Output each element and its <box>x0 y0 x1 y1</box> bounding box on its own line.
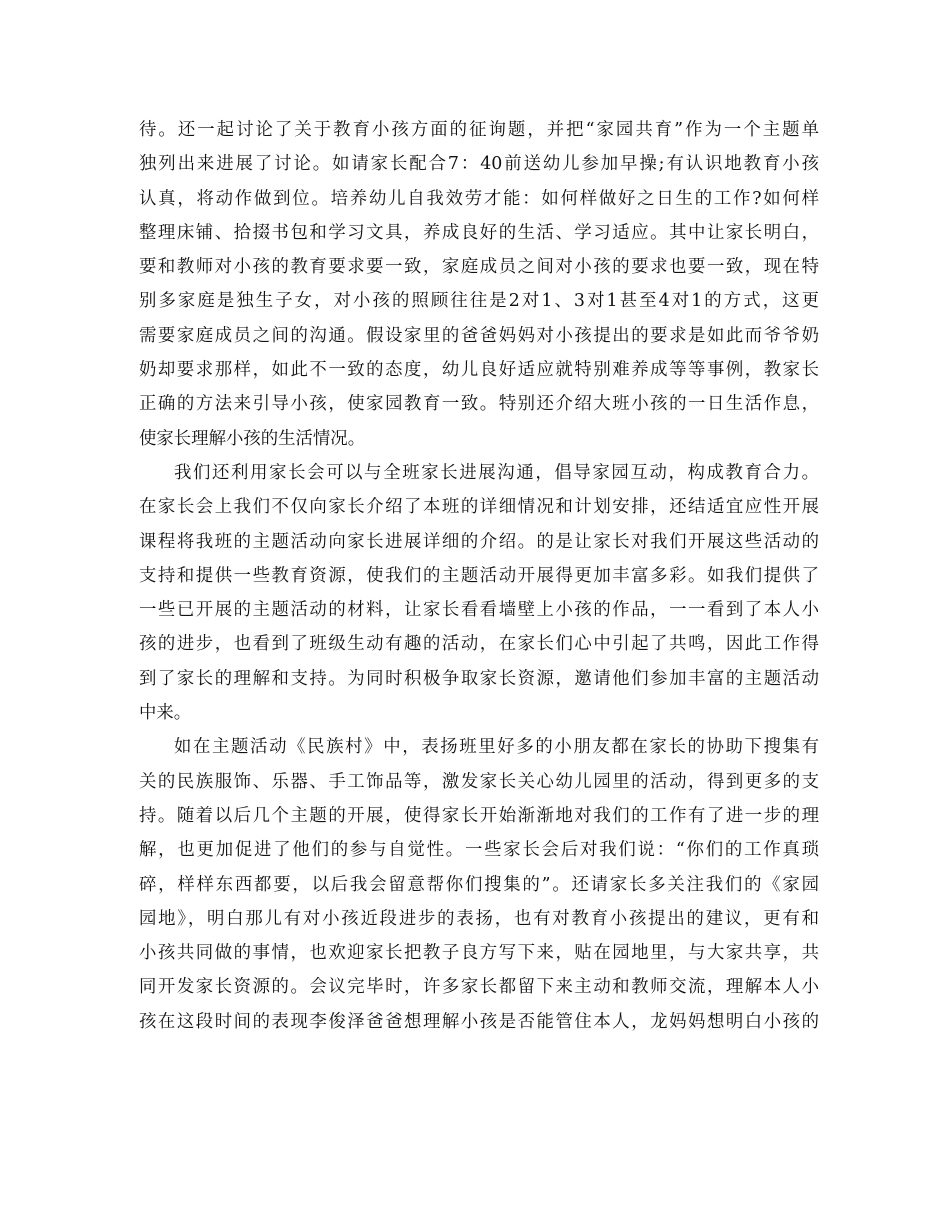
text-line: 在家长会上我们不仅向家长介绍了本班的详细情况和计划安排，还结适宜应性开展 <box>139 497 819 518</box>
text-line: 正确的方法来引导小孩，使家园教育一致。特别还介绍大班小孩的一日生活作息， <box>139 394 819 415</box>
text-line: 认真，将动作做到位。培养幼儿自我效劳才能：如何样做好之日生的工作?如何样 <box>139 188 819 209</box>
paragraph-2 <box>139 456 819 730</box>
paragraph-3 <box>139 730 819 1039</box>
text-line: 需要家庭成员之间的沟通。假设家里的爸爸妈妈对小孩提出的要求是如此而爷爷奶 <box>139 325 819 346</box>
text-line: 使家长理解小孩的生活情况。 <box>139 428 366 449</box>
text-line: 别多家庭是独生子女，对小孩的照顾往往是2对1、3对1甚至4对1的方式，这更 <box>139 291 819 312</box>
text-line: 独列出来进展了讨论。如请家长配合7：40前送幼儿参加早操;有认识地教育小孩 <box>139 154 819 175</box>
text-line: 园地》，明白那儿有对小孩近段进步的表扬，也有对教育小孩提出的建议，更有和 <box>139 908 819 929</box>
text-line: 课程将我班的主题活动向家长进展详细的介绍。的是让家长对我们开展这些活动的 <box>139 531 819 552</box>
text-line: 待。还一起讨论了关于教育小孩方面的征询题，并把“家园共育”作为一个主题单 <box>139 120 819 140</box>
text-line: 奶却要求那样，如此不一致的态度，幼儿良好适应就特别难养成等等事例，教家长 <box>139 360 819 381</box>
text-line: 关的民族服饰、乐器、手工饰品等，激发家长关心幼儿园里的活动，得到更多的支 <box>139 771 819 792</box>
document-body <box>139 113 819 1039</box>
text-line: 小孩共同做的事情，也欢迎家长把教子良方写下来，贴在园地里，与大家共享，共 <box>139 943 819 964</box>
text-line: 碎，样样东西都要，以后我会留意帮你们搜集的”。还请家长多关注我们的《家园 <box>139 874 819 895</box>
text-line: 要和教师对小孩的教育要求要一致，家庭成员之间对小孩的要求也要一致，现在特 <box>139 257 819 278</box>
text-line: 同开发家长资源的。会议完毕时，许多家长都留下来主动和教师交流，理解本人小 <box>139 977 819 998</box>
text-line: 一些已开展的主题活动的材料，让家长看看墙壁上小孩的作品，一一看到了本人小 <box>139 600 819 621</box>
text-line: 解，也更加促进了他们的参与自觉性。一些家长会后对我们说：“你们的工作真琐 <box>139 840 819 861</box>
text-line: 到了家长的理解和支持。为同时积极争取家长资源，邀请他们参加丰富的主题活动 <box>139 668 819 689</box>
text-line: 持。随着以后几个主题的开展，使得家长开始渐渐地对我们的工作有了进一步的理 <box>139 805 819 826</box>
text-line: 孩的进步，也看到了班级生动有趣的活动，在家长们心中引起了共鸣，因此工作得 <box>139 634 819 655</box>
text-line: 我们还利用家长会可以与全班家长进展沟通，倡导家园互动，构成教育合力。 <box>174 462 819 483</box>
paragraph-1 <box>139 113 819 456</box>
text-line: 孩在这段时间的表现李俊泽爸爸想理解小孩是否能管住本人，龙妈妈想明白小孩的 <box>139 1011 819 1032</box>
text-line: 支持和提供一些教育资源，使我们的主题活动开展得更加丰富多彩。如我们提供了 <box>139 565 819 586</box>
text-line: 整理床铺、拾掇书包和学习文具，养成良好的生活、学习适应。其中让家长明白， <box>139 222 819 243</box>
text-line: 中来。 <box>139 703 192 724</box>
text-line: 如在主题活动《民族村》中，表扬班里好多的小朋友都在家长的协助下搜集有 <box>174 737 819 758</box>
